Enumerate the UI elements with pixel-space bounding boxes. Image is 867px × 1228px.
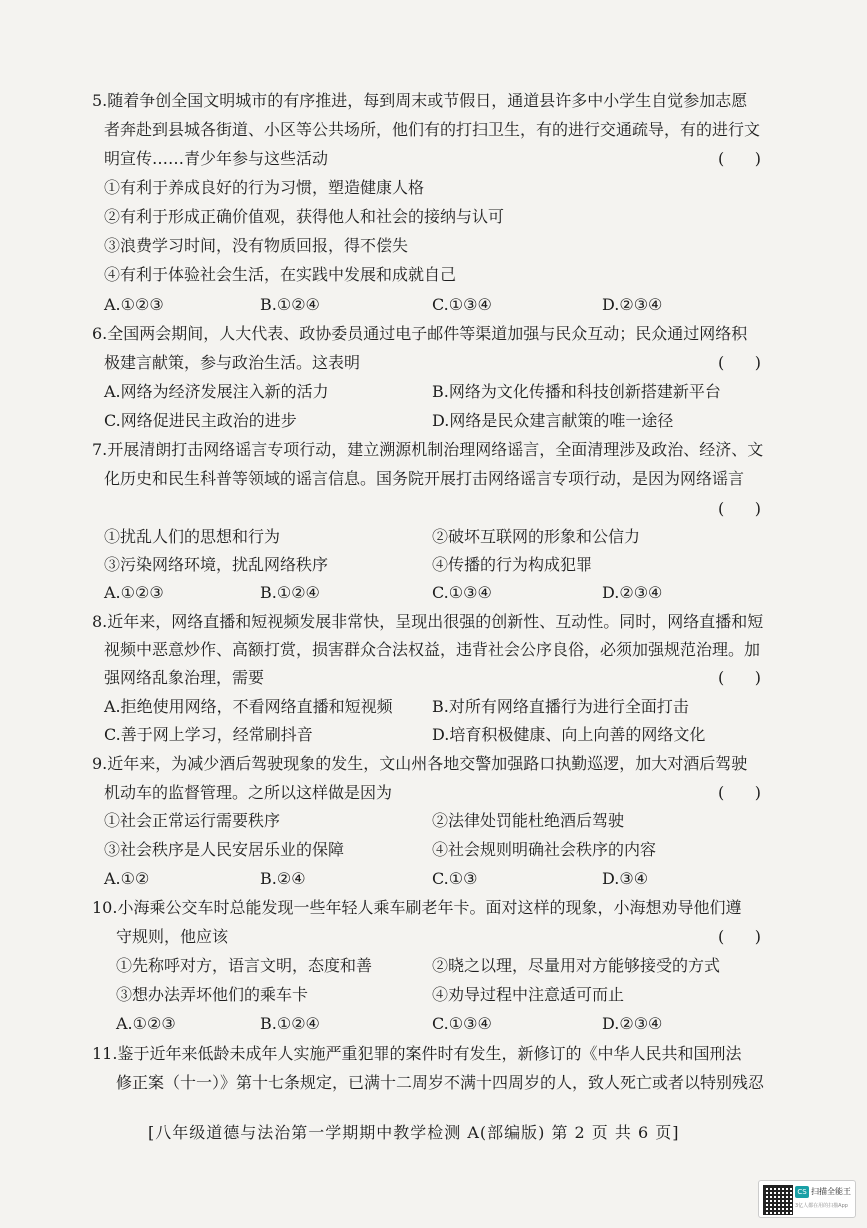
q5-item-2: ②有利于形成正确价值观，获得他人和社会的接纳与认可 bbox=[104, 207, 505, 226]
q5-option-d: D.②③④ bbox=[602, 295, 663, 314]
q10-option-b: B.①②④ bbox=[260, 1014, 320, 1033]
q9-item-2: ②法律处罚能杜绝酒后驾驶 bbox=[432, 811, 625, 830]
q5-stem-line-2: 者奔赴到县城各街道、小区等公共场所，他们有的打扫卫生，有的进行交通疏导，有的进行文 bbox=[104, 120, 761, 139]
q7-stem-line-1: 7.开展清朗打击网络谣言专项行动，建立溯源机制治理网络谣言，全面清理涉及政治、经济、文 bbox=[92, 440, 764, 459]
q6-option-a: A.网络为经济发展注入新的活力 bbox=[104, 382, 329, 401]
q10-stem-line-2: 守规则，他应该 bbox=[116, 927, 229, 946]
q9-option-b: B.②④ bbox=[260, 869, 306, 888]
q6-option-b: B.网络为文化传播和科技创新搭建新平台 bbox=[432, 382, 721, 401]
q6-answer-paren: ( ) bbox=[718, 353, 761, 372]
q5-stem-line-3: 明宣传……青少年参与这些活动 bbox=[104, 149, 329, 168]
q6-stem-line-1: 6.全国两会期间，人大代表、政协委员通过电子邮件等渠道加强与民众互动；民众通过网络积 bbox=[92, 324, 748, 343]
q10-option-c: C.①③④ bbox=[432, 1014, 492, 1033]
q10-item-3: ③想办法弄坏他们的乘车卡 bbox=[116, 985, 309, 1004]
q9-item-3: ③社会秩序是人民安居乐业的保障 bbox=[104, 840, 345, 859]
q10-option-d: D.②③④ bbox=[602, 1014, 663, 1033]
q7-item-3: ③污染网络环境，扰乱网络秩序 bbox=[104, 555, 329, 574]
q8-option-d: D.培育积极健康、向上向善的网络文化 bbox=[432, 725, 706, 744]
q10-item-4: ④劝导过程中注意适可而止 bbox=[432, 985, 625, 1004]
q10-answer-paren: ( ) bbox=[718, 927, 761, 946]
q8-stem-line-1: 8.近年来，网络直播和短视频发展非常快，呈现出很强的创新性、互动性。同时，网络直播和短 bbox=[92, 612, 764, 631]
camscanner-logo-icon: CS bbox=[795, 1186, 809, 1198]
q7-item-2: ②破坏互联网的形象和公信力 bbox=[432, 527, 641, 546]
q7-option-b: B.①②④ bbox=[260, 583, 320, 602]
q9-option-d: D.③④ bbox=[602, 869, 649, 888]
page-footer: [八年级道德与法治第一学期期中教学检测 A(部编版) 第 2 页 共 6 页] bbox=[148, 1123, 680, 1142]
q11-stem-line-2: 修正案（十一）》第十七条规定，已满十二周岁不满十四周岁的人，致人死亡或者以特别残忍 bbox=[116, 1073, 765, 1092]
q5-option-c: C.①③④ bbox=[432, 295, 492, 314]
q7-option-a: A.①②③ bbox=[104, 583, 164, 602]
q7-item-4: ④传播的行为构成犯罪 bbox=[432, 555, 593, 574]
q8-option-b: B.对所有网络直播行为进行全面打击 bbox=[432, 697, 689, 716]
q5-item-4: ④有利于体验社会生活，在实践中发展和成就自己 bbox=[104, 265, 457, 284]
q9-option-a: A.①② bbox=[104, 869, 150, 888]
q8-stem-line-2: 视频中恶意炒作、高额打赏，损害群众合法权益，违背社会公序良俗，必须加强规范治理。加 bbox=[104, 640, 761, 659]
q7-item-1: ①扰乱人们的思想和行为 bbox=[104, 527, 281, 546]
q7-answer-paren: ( ) bbox=[718, 499, 761, 518]
q5-option-a: A.①②③ bbox=[104, 295, 164, 314]
q10-stem-line-1: 10.小海乘公交车时总能发现一些年轻人乘车刷老年卡。面对这样的现象，小海想劝导他们遵 bbox=[92, 898, 742, 917]
q9-stem-line-2: 机动车的监督管理。之所以这样做是因为 bbox=[104, 783, 393, 802]
q10-item-1: ①先称呼对方，语言文明，态度和善 bbox=[116, 956, 373, 975]
scanner-watermark bbox=[758, 1180, 856, 1218]
q10-option-a: A.①②③ bbox=[116, 1014, 176, 1033]
q7-stem-line-2: 化历史和民生科普等领域的谣言信息。国务院开展打击网络谣言专项行动，是因为网络谣言 bbox=[104, 469, 745, 488]
q8-option-c: C.善于网上学习，经常刷抖音 bbox=[104, 725, 313, 744]
q7-option-d: D.②③④ bbox=[602, 583, 663, 602]
q10-item-2: ②晓之以理，尽量用对方能够接受的方式 bbox=[432, 956, 721, 975]
q11-stem-line-1: 11.鉴于近年来低龄未成年人实施严重犯罪的案件时有发生，新修订的《中华人民共和国刑法 bbox=[92, 1044, 742, 1063]
q5-stem-line-1: 5.随着争创全国文明城市的有序推进，每到周末或节假日，通道县许多中小学生自觉参加志愿 bbox=[92, 91, 748, 110]
q6-stem-line-2: 极建言献策，参与政治生活。这表明 bbox=[104, 353, 361, 372]
scanner-app-tagline: 3亿人都在用的扫描App bbox=[795, 1203, 848, 1209]
q6-option-d: D.网络是民众建言献策的唯一途径 bbox=[432, 411, 674, 430]
q9-stem-line-1: 9.近年来，为减少酒后驾驶现象的发生，文山州各地交警加强路口执勤巡逻，加大对酒后驾驶 bbox=[92, 754, 748, 773]
q7-option-c: C.①③④ bbox=[432, 583, 492, 602]
q9-option-c: C.①③ bbox=[432, 869, 478, 888]
q5-item-1: ①有利于养成良好的行为习惯，塑造健康人格 bbox=[104, 178, 425, 197]
q6-option-c: C.网络促进民主政治的进步 bbox=[104, 411, 297, 430]
q5-item-3: ③浪费学习时间，没有物质回报，得不偿失 bbox=[104, 236, 409, 255]
qr-code-icon bbox=[763, 1185, 793, 1215]
q9-item-1: ①社会正常运行需要秩序 bbox=[104, 811, 281, 830]
q9-answer-paren: ( ) bbox=[718, 783, 761, 802]
q8-option-a: A.拒绝使用网络，不看网络直播和短视频 bbox=[104, 697, 393, 716]
q9-item-4: ④社会规则明确社会秩序的内容 bbox=[432, 840, 657, 859]
q8-stem-line-3: 强网络乱象治理，需要 bbox=[104, 668, 265, 687]
q8-answer-paren: ( ) bbox=[718, 668, 761, 687]
q5-option-b: B.①②④ bbox=[260, 295, 320, 314]
q5-answer-paren: ( ) bbox=[718, 149, 761, 168]
scanner-app-name: 扫描全能王 bbox=[811, 1187, 851, 1196]
